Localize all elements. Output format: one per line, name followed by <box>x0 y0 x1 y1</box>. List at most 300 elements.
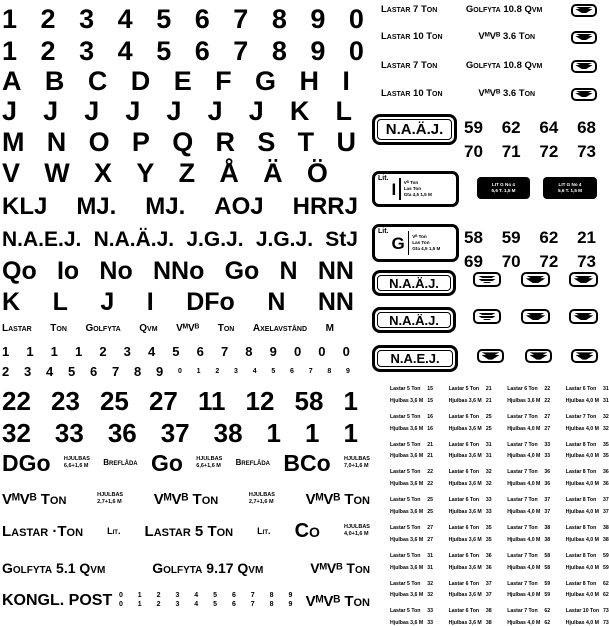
fine-print-line <box>390 498 433 503</box>
fine-print-line <box>507 526 550 531</box>
lit-fine-print-line: Gta 4,5 1,5 M <box>412 245 441 251</box>
fine-print-number: 16 <box>427 425 433 432</box>
fine-print-text: Hjulbas 3,6 M <box>448 564 482 571</box>
fine-print-block <box>449 415 492 432</box>
fine-print-text: Hjulbas 4,0 M <box>565 536 599 543</box>
fine-print-block <box>390 526 433 543</box>
lit-fine-print-line: Vᴮ Ton <box>403 180 419 186</box>
fine-print-block <box>390 582 433 599</box>
fine-print-number: 33 <box>485 497 492 504</box>
fine-print-number: 62 <box>603 592 609 599</box>
tiny-digits-line: 0 1 2 3 4 5 6 7 8 9 <box>118 601 299 608</box>
glyph: M <box>325 323 334 334</box>
glyph: T <box>297 126 315 157</box>
glyph: 9 <box>156 363 164 379</box>
glyph: 1 <box>2 343 10 359</box>
glyph: 1 <box>2 3 18 34</box>
glyph: L <box>335 95 352 126</box>
lit-plate-2 <box>543 177 597 199</box>
glyph: 8 <box>245 343 253 359</box>
fine-print-block <box>566 526 609 543</box>
fine-print-number: 37 <box>485 580 492 587</box>
fine-print-number: 31 <box>427 552 433 559</box>
hjulbas-note-line: 6,6+1,6 M <box>196 463 221 469</box>
glyph: R <box>215 126 236 157</box>
hjulbas-note <box>344 524 370 538</box>
fine-print-text: Lastar 7 Ton <box>507 497 538 504</box>
fine-print-line <box>507 510 550 515</box>
glyph: VᴹVᴮ 3.6 Ton <box>478 88 536 100</box>
fine-print-text: Lastar 6 Ton <box>507 386 538 392</box>
fine-print-number: 32 <box>603 425 609 432</box>
glyph: V <box>2 157 21 188</box>
fine-print-number: 38 <box>603 536 609 543</box>
fine-print-number: 31 <box>427 564 433 571</box>
glyph: DGo <box>2 449 51 476</box>
fine-print-line <box>566 526 609 531</box>
glyph: Z <box>178 157 196 188</box>
fine-print-block <box>390 470 433 487</box>
glyph: 59 <box>501 227 521 247</box>
wagon-class-row <box>2 449 370 477</box>
fine-print-block <box>507 498 550 515</box>
fine-print-block <box>507 554 550 571</box>
numbers-row-1 <box>2 386 358 416</box>
fine-print-number: 38 <box>485 608 492 615</box>
fine-print-number: 25 <box>485 425 492 432</box>
hjulbas-note-line: HJULBAS <box>343 456 370 463</box>
fine-print-line <box>566 415 609 420</box>
glyph: Golfyta <box>85 323 121 334</box>
glyph: 5 <box>271 367 276 375</box>
owner-crest-badge <box>571 4 597 17</box>
fine-print-number: 37 <box>485 592 492 599</box>
glyph: 8 <box>134 363 142 379</box>
fine-print-line <box>390 582 433 587</box>
glyph: 4 <box>117 35 133 66</box>
fine-print-number: 16 <box>427 413 433 420</box>
fine-print-line <box>390 387 433 392</box>
lit-letter: G <box>391 233 405 253</box>
fine-print-block <box>566 470 609 487</box>
railway-initials-row-2 <box>2 226 358 252</box>
fine-print-text: Lastar 5 Ton <box>390 413 421 420</box>
glyph: 3 <box>79 3 95 34</box>
fine-print-block <box>390 387 433 404</box>
owner-box-frame <box>377 350 453 367</box>
fine-print-number: 22 <box>544 386 551 392</box>
crest-icon <box>478 313 497 321</box>
fine-print-line <box>390 593 433 598</box>
fine-print-text: Lastar 6 Ton <box>448 441 480 448</box>
glyph: VᴹVᴮ <box>176 323 200 334</box>
fine-print-line <box>507 566 550 571</box>
glyph: VᴹVᴮ Ton <box>305 592 370 610</box>
class-letters-row-2 <box>2 288 354 316</box>
fine-print-number: 37 <box>603 508 609 515</box>
glyph: KLJ <box>2 193 48 220</box>
wagon-numbers-2b <box>464 250 596 272</box>
glyph: Lastar 10 Ton <box>381 88 443 100</box>
crest-icon <box>574 313 594 321</box>
fine-print-number: 38 <box>485 620 492 626</box>
plate-line: 5,6 T. 1,5 M <box>558 188 582 193</box>
glyph: Io <box>56 256 80 285</box>
fine-print-line <box>449 427 492 432</box>
fine-print-number: 33 <box>485 508 492 515</box>
fine-print-line <box>390 399 433 404</box>
glyph: Y <box>136 157 155 188</box>
fine-print-line <box>390 554 433 559</box>
fine-print-line <box>566 510 609 515</box>
fine-print-text: Hjulbas 4,0 M <box>565 425 599 432</box>
glyph: X <box>94 157 113 188</box>
glyph: 1 <box>266 418 281 448</box>
fine-print-text: Hjulbas 3,6 M <box>448 536 482 543</box>
tiny-digits-line: 0 1 2 3 4 5 6 7 8 9 <box>118 592 299 600</box>
glyph: 4 <box>147 343 156 359</box>
fine-print-number: 33 <box>544 441 551 448</box>
glyph: N <box>46 126 67 157</box>
fine-print-line <box>390 427 433 432</box>
wagon-numbers-2a <box>464 226 596 248</box>
hjulbas-note-line: 2,7+1,6 M <box>97 499 122 505</box>
glyph: 4 <box>46 363 54 379</box>
golfyta-row <box>2 556 370 580</box>
owner-box-frame <box>377 119 452 140</box>
glyph: 9 <box>310 3 326 34</box>
fine-print-line <box>507 454 550 459</box>
glyph: 70 <box>464 141 483 161</box>
fine-print-number: 37 <box>544 497 551 504</box>
lit-fine-print <box>404 180 432 198</box>
lastar-row <box>2 518 370 544</box>
glyph: J <box>125 95 141 126</box>
glyph: Qvm <box>139 323 158 334</box>
fine-print-block <box>507 526 550 543</box>
fine-print-number: 32 <box>427 592 433 599</box>
hjulbas-note <box>64 456 90 470</box>
fine-print-line <box>566 387 609 392</box>
small-digits-row-2 <box>2 363 350 379</box>
fine-print-line <box>566 609 609 614</box>
glyph: J <box>166 95 182 126</box>
glyph: J.G.J. <box>186 227 244 251</box>
fine-print-text: Hjulbas 4,0 M <box>507 508 541 515</box>
glyph: 37 <box>160 418 190 448</box>
fine-print-block <box>390 498 433 515</box>
glyph: BCo <box>283 449 331 476</box>
glyph: MJ. <box>76 193 117 220</box>
fine-print-line <box>390 510 433 515</box>
glyph: P <box>131 126 150 157</box>
divider <box>399 178 401 201</box>
fine-print-line <box>449 526 492 531</box>
fine-print-number: 21 <box>485 397 492 404</box>
fine-print-line <box>507 399 550 404</box>
glyph: Å <box>219 157 239 188</box>
fine-print-number: 38 <box>544 536 551 543</box>
fine-print-block <box>449 387 492 404</box>
owner-box-label: N.A.Ä.J. <box>385 121 444 138</box>
fine-print-number: 31 <box>603 397 609 404</box>
glyph: Breflåda <box>103 458 138 467</box>
fine-print-block <box>449 498 492 515</box>
fine-print-number: 35 <box>603 453 609 460</box>
fine-print-line <box>449 470 492 475</box>
fine-print-line <box>449 387 492 392</box>
fine-print-line <box>566 566 609 571</box>
fine-print-number: 32 <box>427 580 433 587</box>
fine-print-text: Lastar 5 Ton <box>390 580 421 587</box>
fine-print-line <box>449 415 492 420</box>
glyph: 70 <box>501 251 521 271</box>
fine-print-number: 27 <box>544 413 551 420</box>
glyph: 58 <box>464 227 483 247</box>
hjulbas-note-line: 6,6+1,6 M <box>63 463 89 469</box>
fine-print-number: 36 <box>544 469 551 476</box>
fine-print-block <box>507 609 550 626</box>
fine-print-text: Hjulbas 4,0 M <box>507 453 541 460</box>
glyph: 9 <box>346 367 350 375</box>
glyph: 0 <box>348 35 364 66</box>
glyph: 32 <box>2 418 31 448</box>
glyph: Q <box>172 126 194 157</box>
fine-print-text: Hjulbas 3,6 M <box>507 397 541 404</box>
glyph: J <box>43 95 59 126</box>
glyph: 62 <box>501 117 521 137</box>
fine-print-number: 25 <box>485 413 492 420</box>
crest-plate <box>473 309 501 324</box>
glyph: N.A.E.J. <box>2 227 82 251</box>
glyph: Breflåda <box>235 458 271 467</box>
glyph: Golfyta 10.8 Qvm <box>465 4 543 16</box>
glyph: 6 <box>194 3 210 34</box>
fine-print-number: 33 <box>544 453 551 460</box>
fine-print-text: Lastar 7 Ton <box>507 441 538 448</box>
digits-row-1 <box>2 4 364 34</box>
fine-print-text: Lastar 8 Ton <box>565 580 597 587</box>
fine-print-block <box>449 470 492 487</box>
fine-print-text: Lastar 6 Ton <box>448 525 480 531</box>
glyph: 1 <box>26 343 34 359</box>
fine-print-text: Hjulbas 4,0 M <box>565 564 599 571</box>
fine-print-line <box>566 399 609 404</box>
glyph: VᴹVᴮ Ton <box>310 560 370 576</box>
fine-print-number: 59 <box>603 552 609 559</box>
fine-print-line <box>566 621 609 626</box>
glyph: 0 <box>318 343 326 359</box>
fine-print-line <box>566 454 609 459</box>
fine-print-block <box>566 554 609 571</box>
glyph: W <box>44 157 70 188</box>
lit-fine-print <box>412 234 440 252</box>
fine-print-text: Hjulbas 3,6 M <box>390 536 424 543</box>
fine-print-number: 36 <box>485 552 492 559</box>
divider <box>408 231 410 256</box>
fine-print-block <box>390 609 433 626</box>
fine-print-block <box>507 443 550 460</box>
fine-print-line <box>449 510 492 515</box>
glyph: 69 <box>464 251 483 271</box>
fine-print-text: Hjulbas 3,6 M <box>390 508 424 515</box>
crest-icon <box>526 276 546 284</box>
fine-print-line <box>449 443 492 448</box>
fine-print-text: Lastar 6 Ton <box>565 386 597 392</box>
fine-print-text: Lastar 7 Ton <box>507 413 538 420</box>
crest-icon <box>575 34 592 40</box>
fine-print-line <box>390 415 433 420</box>
fine-print-block <box>507 470 550 487</box>
fine-print-number: 36 <box>485 564 492 571</box>
glyph: 38 <box>213 418 243 448</box>
fine-print-text: Hjulbas 4,0 M <box>507 620 541 626</box>
glyph: M <box>2 126 25 157</box>
crest-plate <box>569 272 598 287</box>
glyph: 6 <box>90 363 98 379</box>
fine-print-text: Lastar 8 Ton <box>565 441 597 448</box>
fine-print-text: Lastar 6 Ton <box>448 552 480 559</box>
vmvb-ton-row <box>2 487 370 511</box>
fine-print-line <box>566 582 609 587</box>
glyph: 73 <box>577 141 596 161</box>
glyph: 5 <box>68 363 76 379</box>
glyph: Go <box>224 256 260 285</box>
fine-print-text: Lastar 7 Ton <box>507 608 538 615</box>
kongl-post-row <box>2 589 370 613</box>
glyph: I <box>146 287 154 316</box>
glyph: HRRJ <box>292 193 358 220</box>
plate-line: LIT G No 4 <box>492 181 515 187</box>
fine-print-number: 36 <box>544 481 551 488</box>
glyph: L <box>52 287 68 316</box>
glyph: 68 <box>577 117 596 137</box>
fine-print-text: Hjulbas 3,6 M <box>390 620 424 626</box>
glyph: Lastar <box>2 323 32 334</box>
fine-print-text: Lastar 5 Ton <box>390 497 421 504</box>
fine-print-text: Lastar 5 Ton <box>390 441 421 448</box>
glyph: K <box>2 287 21 316</box>
glyph: DFo <box>186 287 235 316</box>
hjulbas-note <box>97 492 123 506</box>
glyph: 58 <box>294 386 324 416</box>
class-letters-row-1 <box>2 257 354 285</box>
fine-print-number: 58 <box>544 564 551 571</box>
fine-print-number: 22 <box>427 469 433 476</box>
fine-print-text: Lastar 7 Ton <box>507 525 538 531</box>
fine-print-line <box>507 609 550 614</box>
hjulbas-note-line: 4,0+1,6 M <box>343 531 369 537</box>
crest-icon <box>575 91 592 97</box>
glyph: 2 <box>40 3 56 34</box>
glyph: 73 <box>577 251 596 271</box>
glyph: 6 <box>194 35 210 66</box>
fine-print-line <box>390 538 433 543</box>
fine-print-text: Hjulbas 3,6 M <box>390 425 424 432</box>
fine-print-number: 59 <box>603 564 609 571</box>
glyph: Qo <box>2 256 37 285</box>
glyph: 7 <box>220 343 229 359</box>
glyph: 72 <box>539 141 559 161</box>
crest-icon <box>530 352 548 359</box>
glyph: 1 <box>304 418 320 448</box>
glyph: Lastar 7 Ton <box>381 60 438 72</box>
fine-print-number: 21 <box>485 386 492 392</box>
glyph: H <box>299 65 319 96</box>
glyph: NN <box>317 287 354 316</box>
fine-print-line <box>449 582 492 587</box>
letters-row-j-l <box>2 96 352 126</box>
load-plate-row-1 <box>381 3 597 17</box>
fine-print-text: Hjulbas 3,6 M <box>448 453 482 460</box>
fine-print-line <box>566 482 609 487</box>
owner-box-frame <box>377 275 451 291</box>
digits-row-2 <box>2 36 364 66</box>
glyph: Lastar 5 Ton <box>144 522 234 540</box>
plate-line: LIT G No 4 <box>558 181 582 187</box>
glyph: 64 <box>539 117 559 137</box>
hjulbas-note-line: HJULBAS <box>248 492 275 499</box>
fine-print-text: Hjulbas 4,0 M <box>507 481 541 488</box>
crest-icon <box>478 276 497 284</box>
glyph: J <box>84 95 100 126</box>
glyph: 11 <box>197 386 226 416</box>
fine-print-line <box>566 427 609 432</box>
fine-print-line <box>507 427 550 432</box>
fine-print-text: Hjulbas 3,6 M <box>390 397 424 404</box>
fine-print-text: Hjulbas 3,6 M <box>448 481 482 488</box>
fine-print-number: 38 <box>544 525 551 531</box>
glyph: StJ <box>325 227 358 251</box>
glyph: 0 <box>348 3 364 34</box>
hjulbas-note-line: HJULBAS <box>343 524 370 531</box>
glyph: 3 <box>79 35 95 66</box>
fine-print-number: 22 <box>427 481 433 488</box>
glyph: 23 <box>50 386 80 416</box>
owner-box-label: N.A.Ä.J. <box>389 312 439 328</box>
glyph: 36 <box>107 418 137 448</box>
fine-print-text: Hjulbas 4,0 M <box>507 425 541 432</box>
fine-print-line <box>390 566 433 571</box>
fine-print-text: Hjulbas 3,6 M <box>448 425 482 432</box>
glyph: 2 <box>2 363 10 379</box>
fine-print-text: Lastar 5 Ton <box>390 469 421 476</box>
fine-print-number: 62 <box>603 580 609 587</box>
glyph: 25 <box>99 386 129 416</box>
fine-print-number: 33 <box>427 608 433 615</box>
lit-plate-1 <box>477 177 530 199</box>
crest-icon <box>574 276 594 284</box>
hjulbas-note-line: HJULBAS <box>196 456 223 463</box>
glyph: 5 <box>156 3 172 34</box>
fine-print-number: 35 <box>603 441 609 448</box>
load-plate-row-4 <box>381 87 597 101</box>
letters-row-v-oe <box>2 158 328 188</box>
fine-print-line <box>507 415 550 420</box>
fine-print-text: Hjulbas 3,6 M <box>448 508 482 515</box>
glyph: 8 <box>327 367 332 375</box>
glyph: 72 <box>539 251 559 271</box>
glyph: Golfyta 10.8 Qvm <box>465 60 543 72</box>
fine-print-line <box>449 498 492 503</box>
glyph: I <box>342 65 350 96</box>
glyph: Golfyta 5.1 Qvm <box>2 560 106 576</box>
fine-print-text: Lastar 7 Ton <box>507 580 538 587</box>
fine-print-text: Hjulbas 4,0 M <box>565 481 599 488</box>
glyph: 3 <box>123 343 131 359</box>
glyph: 5 <box>172 343 180 359</box>
fine-print-number: 35 <box>485 525 492 531</box>
